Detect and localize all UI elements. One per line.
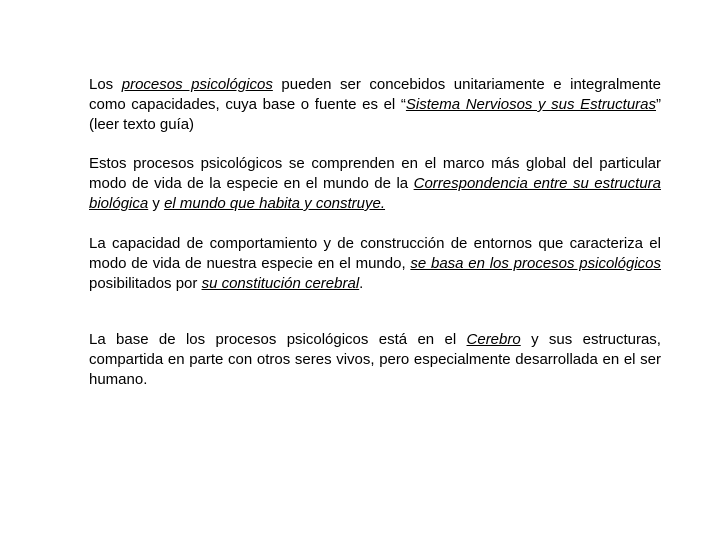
emphasis-mundo-que-habita: el mundo que habita y construye. [164,195,386,212]
text-segment: pueden ser concebidos unitariamente e integralmente como capacidades, cuya base o fuente es el “ [89,76,661,113]
text-segment: y [148,195,165,212]
text-segment: Los [89,76,122,93]
text-segment: ” (leer texto guía) [89,96,662,133]
text-segment: La capacidad de comportamiento y de construcción de entornos que caracteriza el modo de vida de nuestra especie en el mundo, [89,235,661,272]
paragraph-procesos-psicologicos [89,75,661,135]
text-segment: Estos procesos psicológicos se comprenden en el marco más global del particular modo de vida de la especie en el mundo de la [89,155,661,192]
paragraph-modo-de-vida [89,154,661,214]
text-segment: y sus estructuras, compartida en parte con otros seres vivos, pero especialmente desarrollada en el ser humano. [89,331,661,388]
emphasis-constitucion-cerebral: su constitución cerebral [201,275,360,292]
emphasis-correspondencia: Correspondencia entre su estructura biológica [89,175,661,212]
emphasis-procesos-psicologicos: procesos psicológicos [121,76,273,93]
emphasis-cerebro: Cerebro [466,331,521,348]
emphasis-sistema-nervioso: Sistema Nerviosos y sus Estructuras [405,96,657,113]
text-segment: La base de los procesos psicológicos está en el [89,331,467,348]
text-segment: posibilitados por [89,275,202,292]
paragraph-capacidad-comportamiento [89,234,661,294]
emphasis-se-basa: se basa en los procesos psicológicos [410,255,661,272]
paragraph-base-cerebro [89,330,661,390]
text-segment: . [359,275,364,292]
